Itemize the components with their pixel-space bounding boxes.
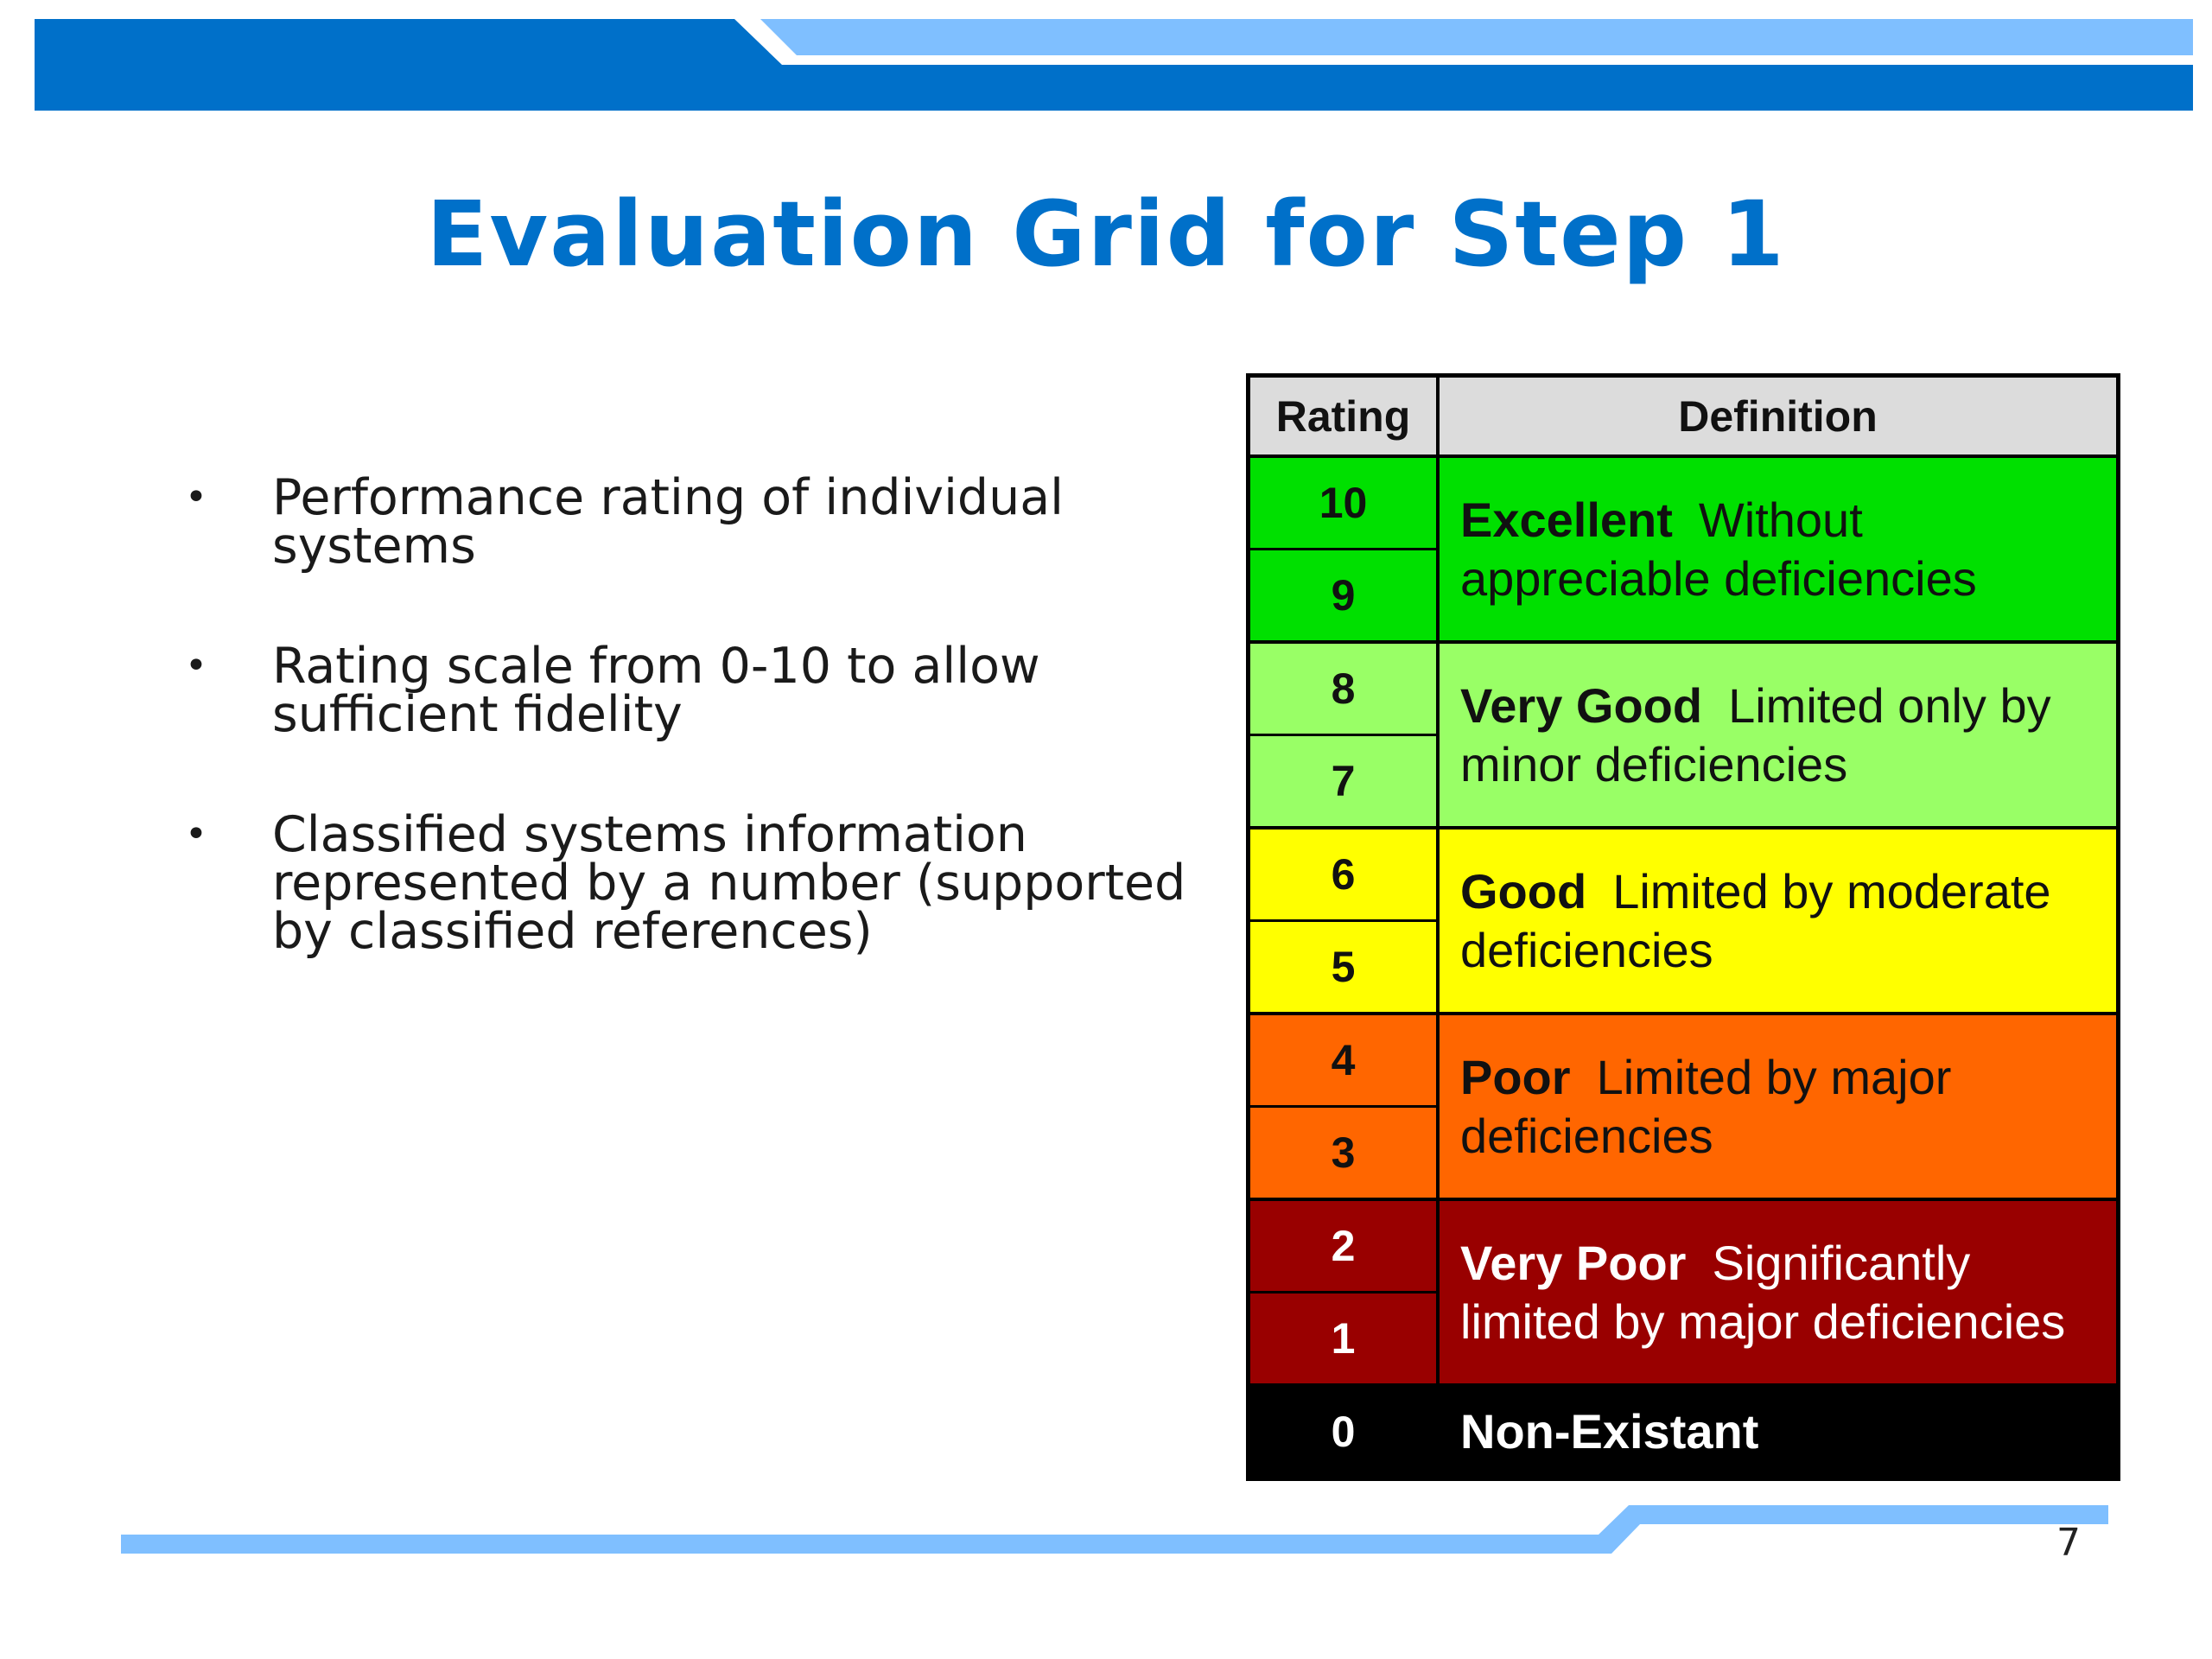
definition-cell — [1440, 1387, 2116, 1477]
rating-definition-text: Limited by major deficiencies — [1460, 1049, 1952, 1163]
definition-content — [1460, 677, 2095, 794]
top-banner-light-band — [760, 19, 2193, 55]
rating-band-row — [1250, 1387, 2116, 1477]
page-number: 7 — [2056, 1521, 2081, 1565]
bullet-dot-icon: • — [185, 812, 207, 856]
evaluation-grid-table — [1246, 373, 2120, 1481]
bullet-dot-icon: • — [185, 475, 207, 519]
rating-value-cell: 6 — [1331, 850, 1356, 899]
rating-category-label: Excellent — [1460, 492, 1673, 547]
bottom-banner — [0, 1486, 2212, 1564]
definition-content — [1460, 1234, 2095, 1351]
rating-value-cell: 1 — [1250, 1291, 1436, 1383]
rating-value-cell: 0 — [1331, 1408, 1356, 1456]
rating-category-label: Non-Existant — [1460, 1404, 1759, 1459]
rating-value-cell: 8 — [1331, 664, 1356, 713]
definition-content — [1460, 1048, 2095, 1166]
rating-category-label: Very Poor — [1460, 1235, 1687, 1290]
definition-cell — [1440, 1015, 2116, 1198]
rating-value-cell: 4 — [1331, 1036, 1356, 1084]
definition-column-header: Definition — [1678, 391, 1878, 441]
bullet-text-3: Classified systems information represented by a number (supported by classified references) — [272, 806, 1186, 960]
bullet-dot-icon: • — [185, 644, 207, 688]
definition-cell — [1440, 1201, 2116, 1383]
definition-content — [1460, 1402, 1784, 1461]
rating-cells — [1250, 1015, 1440, 1198]
rating-definition-text: Significantly limited by major deficiencies — [1460, 1235, 2066, 1349]
definition-content — [1460, 862, 2095, 980]
bottom-banner-band — [121, 1505, 2108, 1554]
table-body — [1250, 458, 2116, 1477]
definition-cell — [1440, 644, 2116, 826]
rating-category-label: Good — [1460, 863, 1587, 918]
slide-title: Evaluation Grid for Step 1 — [426, 181, 1786, 287]
rating-definition-text: Limited by moderate deficiencies — [1460, 863, 2051, 977]
rating-band-row — [1250, 830, 2116, 1015]
rating-value-cell: 9 — [1250, 548, 1436, 640]
rating-column-header: Rating — [1250, 378, 1440, 454]
rating-cells — [1250, 458, 1440, 640]
rating-band-row — [1250, 458, 2116, 644]
rating-band-row — [1250, 1015, 2116, 1201]
definition-cell — [1440, 458, 2116, 640]
rating-cells — [1250, 644, 1440, 826]
bullet-item-1 — [173, 469, 1210, 575]
rating-value-cell: 7 — [1250, 734, 1436, 826]
rating-cells — [1250, 830, 1440, 1012]
table-header-row — [1250, 378, 2116, 458]
rating-definition-text: Limited only by minor deficiencies — [1460, 677, 2051, 791]
bullet-item-3 — [173, 806, 1210, 960]
bullet-text-2: Rating scale from 0-10 to allow sufficient fidelity — [272, 638, 1040, 743]
rating-band-row — [1250, 1201, 2116, 1387]
bullet-item-2 — [173, 638, 1210, 743]
rating-value-cell: 3 — [1250, 1105, 1436, 1198]
rating-value-cell: 2 — [1331, 1222, 1356, 1270]
rating-category-label: Poor — [1460, 1049, 1571, 1104]
bullet-list — [173, 469, 1210, 1027]
rating-band-row — [1250, 644, 2116, 830]
rating-cells — [1250, 1387, 1440, 1477]
rating-category-label: Very Good — [1460, 677, 1703, 733]
top-banner — [0, 0, 2212, 121]
definition-content — [1460, 491, 2095, 608]
rating-value-cell: 5 — [1250, 919, 1436, 1012]
rating-value-cell: 10 — [1319, 479, 1368, 527]
definition-cell — [1440, 830, 2116, 1012]
rating-definition-text: Without appreciable deficiencies — [1460, 492, 1977, 606]
bullet-text-1: Performance rating of individual systems — [272, 469, 1064, 575]
rating-cells — [1250, 1201, 1440, 1383]
